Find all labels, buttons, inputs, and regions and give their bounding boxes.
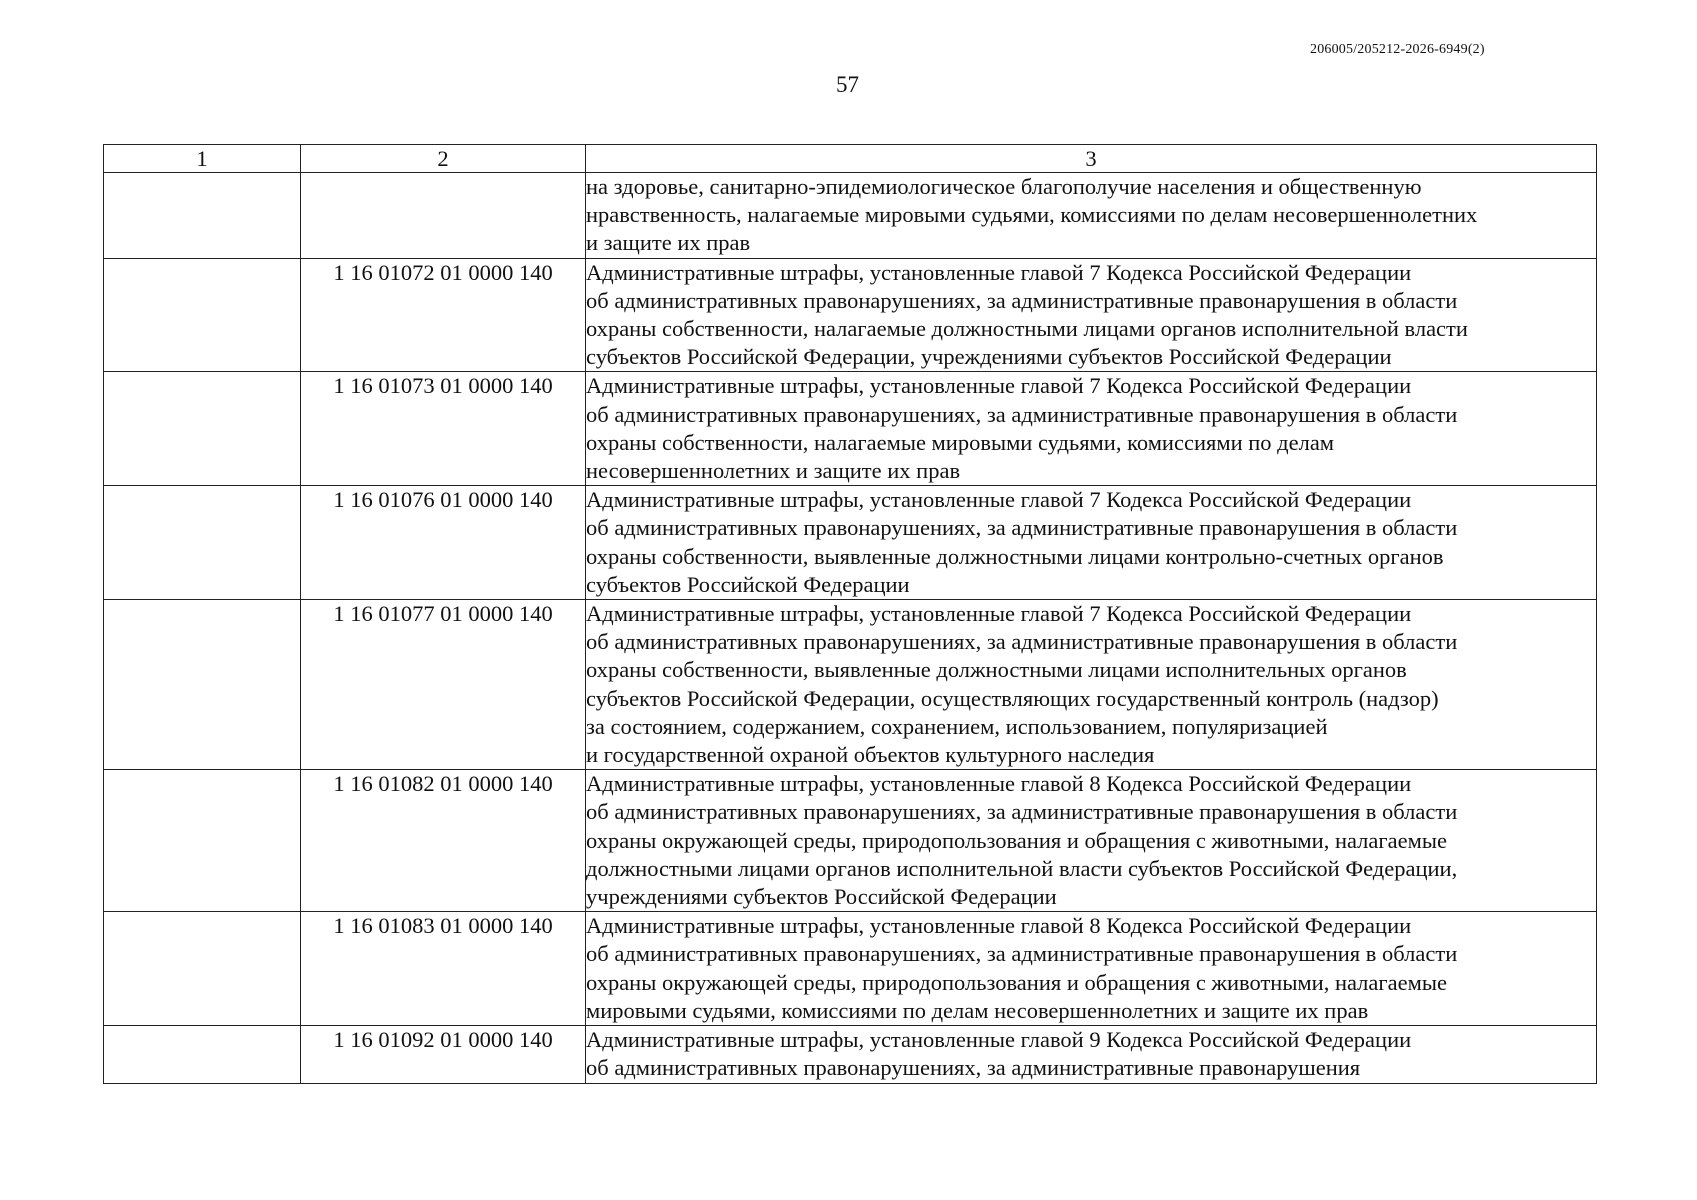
column-1-cell	[104, 173, 301, 259]
description-cell	[586, 600, 1597, 770]
description-line: об административных правонарушениях, за административные правонарушения в области	[586, 287, 1458, 313]
column-1-cell	[104, 770, 301, 912]
budget-code-cell: 1 16 01073 01 0000 140	[301, 372, 586, 486]
description-cell	[586, 912, 1597, 1026]
description-cell	[586, 770, 1597, 912]
description-line: субъектов Российской Федерации, учреждениями субъектов Российской Федерации	[586, 344, 1392, 370]
description-line: и государственной охраной объектов культурного наследия	[586, 742, 1155, 768]
column-1-cell	[104, 600, 301, 770]
description-line: Административные штрафы, установленные главой 7 Кодекса Российской Федерации	[586, 487, 1412, 513]
description-line: Административные штрафы, установленные главой 9 Кодекса Российской Федерации	[586, 1027, 1412, 1053]
description-cell	[586, 486, 1597, 600]
description-line: субъектов Российской Федерации, осуществляющих государственный контроль (надзор)	[586, 685, 1439, 711]
description-line: несовершеннолетних и защите их прав	[586, 458, 961, 484]
table-row	[104, 770, 1597, 912]
budget-code-cell: 1 16 01077 01 0000 140	[301, 600, 586, 770]
table-row	[104, 912, 1597, 1026]
budget-code-cell	[301, 173, 586, 259]
description-cell	[586, 173, 1597, 259]
column-header-1: 1	[104, 145, 301, 173]
description-line: Административные штрафы, установленные главой 7 Кодекса Российской Федерации	[586, 373, 1412, 399]
budget-code-cell: 1 16 01076 01 0000 140	[301, 486, 586, 600]
description-line: Административные штрафы, установленные главой 7 Кодекса Российской Федерации	[586, 601, 1412, 627]
description-line: Административные штрафы, установленные главой 8 Кодекса Российской Федерации	[586, 771, 1412, 797]
description-line: охраны окружающей среды, природопользования и обращения с животными, налагаемые	[586, 827, 1447, 853]
budget-code-cell: 1 16 01072 01 0000 140	[301, 258, 586, 372]
table-row	[104, 486, 1597, 600]
description-line: охраны собственности, налагаемые должностными лицами органов исполнительной власти	[586, 316, 1468, 342]
description-line: мировыми судьями, комиссиями по делам несовершеннолетних и защите их прав	[586, 997, 1369, 1023]
table-row	[104, 600, 1597, 770]
table-row	[104, 258, 1597, 372]
description-line: должностными лицами органов исполнительной власти субъектов Российской Федерации,	[586, 855, 1458, 881]
description-line: субъектов Российской Федерации	[586, 571, 910, 597]
description-line: охраны окружающей среды, природопользования и обращения с животными, налагаемые	[586, 969, 1447, 995]
column-1-cell	[104, 258, 301, 372]
page-number: 57	[836, 72, 859, 97]
description-line: об административных правонарушениях, за административные правонарушения в области	[586, 629, 1458, 655]
description-line: и защите их прав	[586, 230, 751, 256]
column-1-cell	[104, 1026, 301, 1083]
document-id: 206005/205212-2026-6949(2)	[1310, 42, 1485, 57]
table-row	[104, 372, 1597, 486]
description-line: об административных правонарушениях, за административные правонарушения в области	[586, 515, 1458, 541]
description-line: об административных правонарушениях, за административные правонарушения	[586, 1055, 1361, 1081]
description-line: нравственность, налагаемые мировыми судьями, комиссиями по делам несовершеннолетних	[586, 202, 1478, 228]
table-header-row	[104, 145, 1597, 173]
description-line: охраны собственности, выявленные должностными лицами исполнительных органов	[586, 657, 1407, 683]
description-line: об административных правонарушениях, за административные правонарушения в области	[586, 799, 1458, 825]
column-1-cell	[104, 372, 301, 486]
description-cell	[586, 372, 1597, 486]
column-1-cell	[104, 912, 301, 1026]
description-line: охраны собственности, выявленные должностными лицами контрольно-счетных органов	[586, 543, 1444, 569]
description-line: за состоянием, содержанием, сохранением, использованием, популяризацией	[586, 713, 1328, 739]
budget-code-table	[103, 144, 1597, 1084]
table-body	[104, 173, 1597, 1084]
description-cell	[586, 1026, 1597, 1083]
description-line: Административные штрафы, установленные главой 7 Кодекса Российской Федерации	[586, 259, 1412, 285]
column-header-2: 2	[301, 145, 586, 173]
column-header-3: 3	[586, 145, 1597, 173]
description-line: учреждениями субъектов Российской Федерации	[586, 884, 1057, 910]
table-row	[104, 1026, 1597, 1083]
description-line: об административных правонарушениях, за административные правонарушения в области	[586, 401, 1458, 427]
budget-code-cell: 1 16 01082 01 0000 140	[301, 770, 586, 912]
table-row	[104, 173, 1597, 259]
description-line: Административные штрафы, установленные главой 8 Кодекса Российской Федерации	[586, 913, 1412, 939]
budget-code-cell: 1 16 01092 01 0000 140	[301, 1026, 586, 1083]
description-cell	[586, 258, 1597, 372]
description-line: об административных правонарушениях, за административные правонарушения в области	[586, 941, 1458, 967]
column-1-cell	[104, 486, 301, 600]
description-line: на здоровье, санитарно-эпидемиологическое благополучие населения и общественную	[586, 174, 1422, 199]
description-line: охраны собственности, налагаемые мировыми судьями, комиссиями по делам	[586, 429, 1335, 455]
budget-code-cell: 1 16 01083 01 0000 140	[301, 912, 586, 1026]
